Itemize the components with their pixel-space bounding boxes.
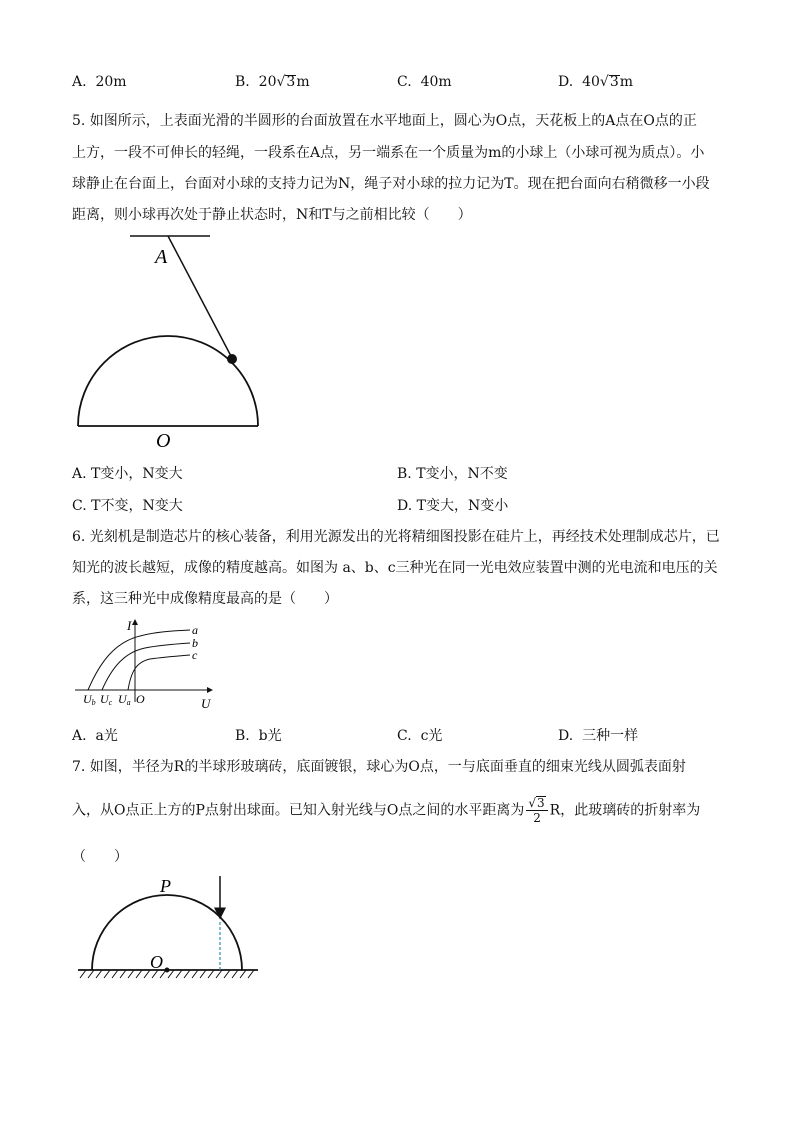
q5-text-line: 上方，一段不可伸长的轻绳，一段系在A点，另一端系在一个质量为m的小球上（小球可视为质点）。小 xyxy=(72,145,705,161)
semicircle-platform xyxy=(78,336,258,426)
q6-option-c[interactable]: C. c光 xyxy=(397,728,443,744)
tick-label-ub: Ub xyxy=(83,692,96,707)
label-o: O xyxy=(150,952,163,972)
q4-option-c[interactable]: C. 40m xyxy=(397,74,452,90)
q7-figure xyxy=(70,872,270,992)
q4-option-d[interactable]: D. 40√3m xyxy=(558,74,634,90)
sqrt-symbol: √ xyxy=(599,74,609,90)
curve-b xyxy=(102,643,190,690)
tick-label-ua: Ua xyxy=(118,692,131,707)
q6-text-line: 系，这三种光中成像精度最高的是（ ） xyxy=(72,591,338,607)
rope xyxy=(168,236,232,358)
sqrt-symbol: √ xyxy=(276,74,286,90)
q5-option-d[interactable]: D. T变大，N变小 xyxy=(397,498,509,514)
q7-text-line-2: 入，从O点正上方的P点射出球面。已知入射光线与O点之间的水平距离为 $\frac{√3}{2}$ R，此玻璃砖的折射率为 xyxy=(72,796,701,825)
q6-option-b[interactable]: B. b光 xyxy=(235,728,282,744)
q5-text-line: 球静止在台面上，台面对小球的支持力记为N，绳子对小球的拉力记为T。现在把台面向右稍微移一小段 xyxy=(72,176,710,192)
q7-text-line: 7. 如图，半径为R的半球形玻璃砖，底面镀银，球心为O点，一与底面垂直的细束光线从圆弧表面射 xyxy=(72,759,686,775)
curve-label-b: b xyxy=(192,636,198,650)
origin-label: O xyxy=(136,692,145,706)
q6-iv-graph xyxy=(70,612,230,712)
center-point xyxy=(165,968,170,973)
axis-label-i: I xyxy=(127,618,132,633)
q6-option-d[interactable]: D. 三种一样 xyxy=(558,728,639,744)
q5-figure xyxy=(70,228,270,453)
q4-option-a[interactable]: A. 20m xyxy=(72,74,127,90)
label-o: O xyxy=(156,430,171,452)
axis-label-u: U xyxy=(201,696,211,711)
q4-option-b[interactable]: B. 20√3m xyxy=(235,74,310,90)
tick-label-uc: Uc xyxy=(100,692,113,707)
fraction: $\frac{√3}{2}$ xyxy=(526,796,547,825)
q6-text-line: 知光的波长越短，成像的精度越高。如图为 a、b、c三种光在同一光电效应装置中测的光电流和电压的关 xyxy=(72,560,718,576)
curve-a xyxy=(88,630,190,690)
ball xyxy=(227,354,237,364)
q6-text-line: 6. 光刻机是制造芯片的核心装备，利用光源发出的光将精细图投影在硅片上，再经技术处理制成芯片，已 xyxy=(72,529,720,545)
q6-option-a[interactable]: A. a光 xyxy=(72,728,118,744)
curve-c xyxy=(128,655,190,690)
label-p: P xyxy=(160,876,171,896)
q5-text-line: 距离，则小球再次处于静止状态时，N和T与之前相比较（ ） xyxy=(72,207,472,223)
q5-option-c[interactable]: C. T不变，N变大 xyxy=(72,498,183,514)
q5-text-line: 5. 如图所示，上表面光滑的半圆形的台面放置在水平地面上，圆心为O点，天花板上的A点在O点的正 xyxy=(72,113,697,129)
q7-text-line-3: （ ） xyxy=(72,849,128,865)
curve-label-a: a xyxy=(192,623,198,637)
curve-label-c: c xyxy=(192,648,198,662)
label-a: A xyxy=(155,246,168,268)
q5-option-a[interactable]: A. T变小，N变大 xyxy=(72,466,183,482)
q5-option-b[interactable]: B. T变小，N不变 xyxy=(397,466,508,482)
